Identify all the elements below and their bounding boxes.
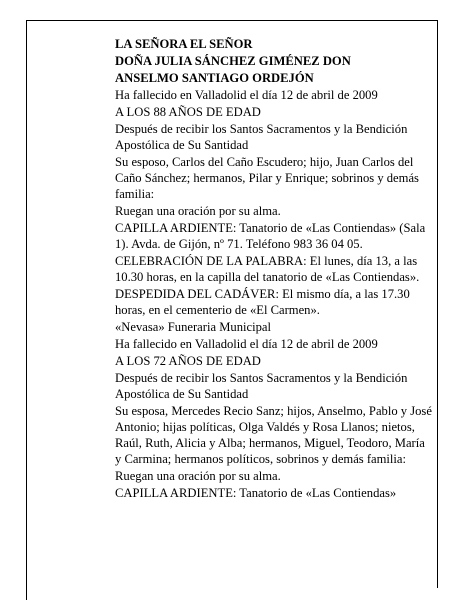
- heading-line-3: ANSELMO SANTIAGO ORDEJÓN: [115, 71, 314, 85]
- chapel: CAPILLA ARDIENTE: Tanatorio de «Las Contiendas»: [115, 486, 397, 500]
- age: A LOS 72 AÑOS DE EDAD: [115, 354, 261, 368]
- family: Su esposo, Carlos del Caño Escudero; hijo, Juan Carlos del Caño Sánchez; hermanos, Pilar y Enrique; sobrinos y demás familia:: [115, 155, 419, 201]
- page-border-right: [437, 20, 438, 588]
- death-notice: Ha fallecido en Valladolid el día 12 de abril de 2009: [115, 88, 378, 102]
- prayer-request: Ruegan una oración por su alma.: [115, 469, 281, 483]
- celebration: CELEBRACIÓN DE LA PALABRA: El lunes, día 13, a las 10.30 horas, en la capilla del tanatorio de «Las Contiendas».: [115, 254, 420, 284]
- sacraments: Después de recibir los Santos Sacramentos y la Bendición Apostólica de Su Santidad: [115, 371, 408, 401]
- heading-line-2: DOÑA JULIA SÁNCHEZ GIMÉNEZ DON: [115, 54, 351, 68]
- sacraments: Después de recibir los Santos Sacramentos y la Bendición Apostólica de Su Santidad: [115, 122, 408, 152]
- family: Su esposa, Mercedes Recio Sanz; hijos, Anselmo, Pablo y José Antonio; hijas políticas, Olga Valdés y Rosa Llanos; nietos, Raúl, Ruth, Alicia y Alba; hermanos, Miguel, Teodoro, María y Carmina; hermanos políticos, sobrinos y demás familia:: [115, 404, 432, 466]
- page-border-top: [26, 20, 438, 21]
- obituary-text: [115, 36, 433, 502]
- chapel: CAPILLA ARDIENTE: Tanatorio de «Las Contiendas» (Sala 1). Avda. de Gijón, nº 71. Teléfono 983 36 04 05.: [115, 221, 426, 251]
- obituary-2: [115, 336, 433, 501]
- funeral-home: «Nevasa» Funeraria Municipal: [115, 320, 271, 334]
- obituary-1: [115, 36, 433, 335]
- page-border-left: [26, 20, 27, 600]
- heading-line-1: LA SEÑORA EL SEÑOR: [115, 37, 253, 51]
- farewell: DESPEDIDA DEL CADÁVER: El mismo día, a las 17.30 horas, en el cementerio de «El Carmen».: [115, 287, 410, 317]
- prayer-request: Ruegan una oración por su alma.: [115, 204, 281, 218]
- death-notice: Ha fallecido en Valladolid el día 12 de abril de 2009: [115, 337, 378, 351]
- age: A LOS 88 AÑOS DE EDAD: [115, 105, 261, 119]
